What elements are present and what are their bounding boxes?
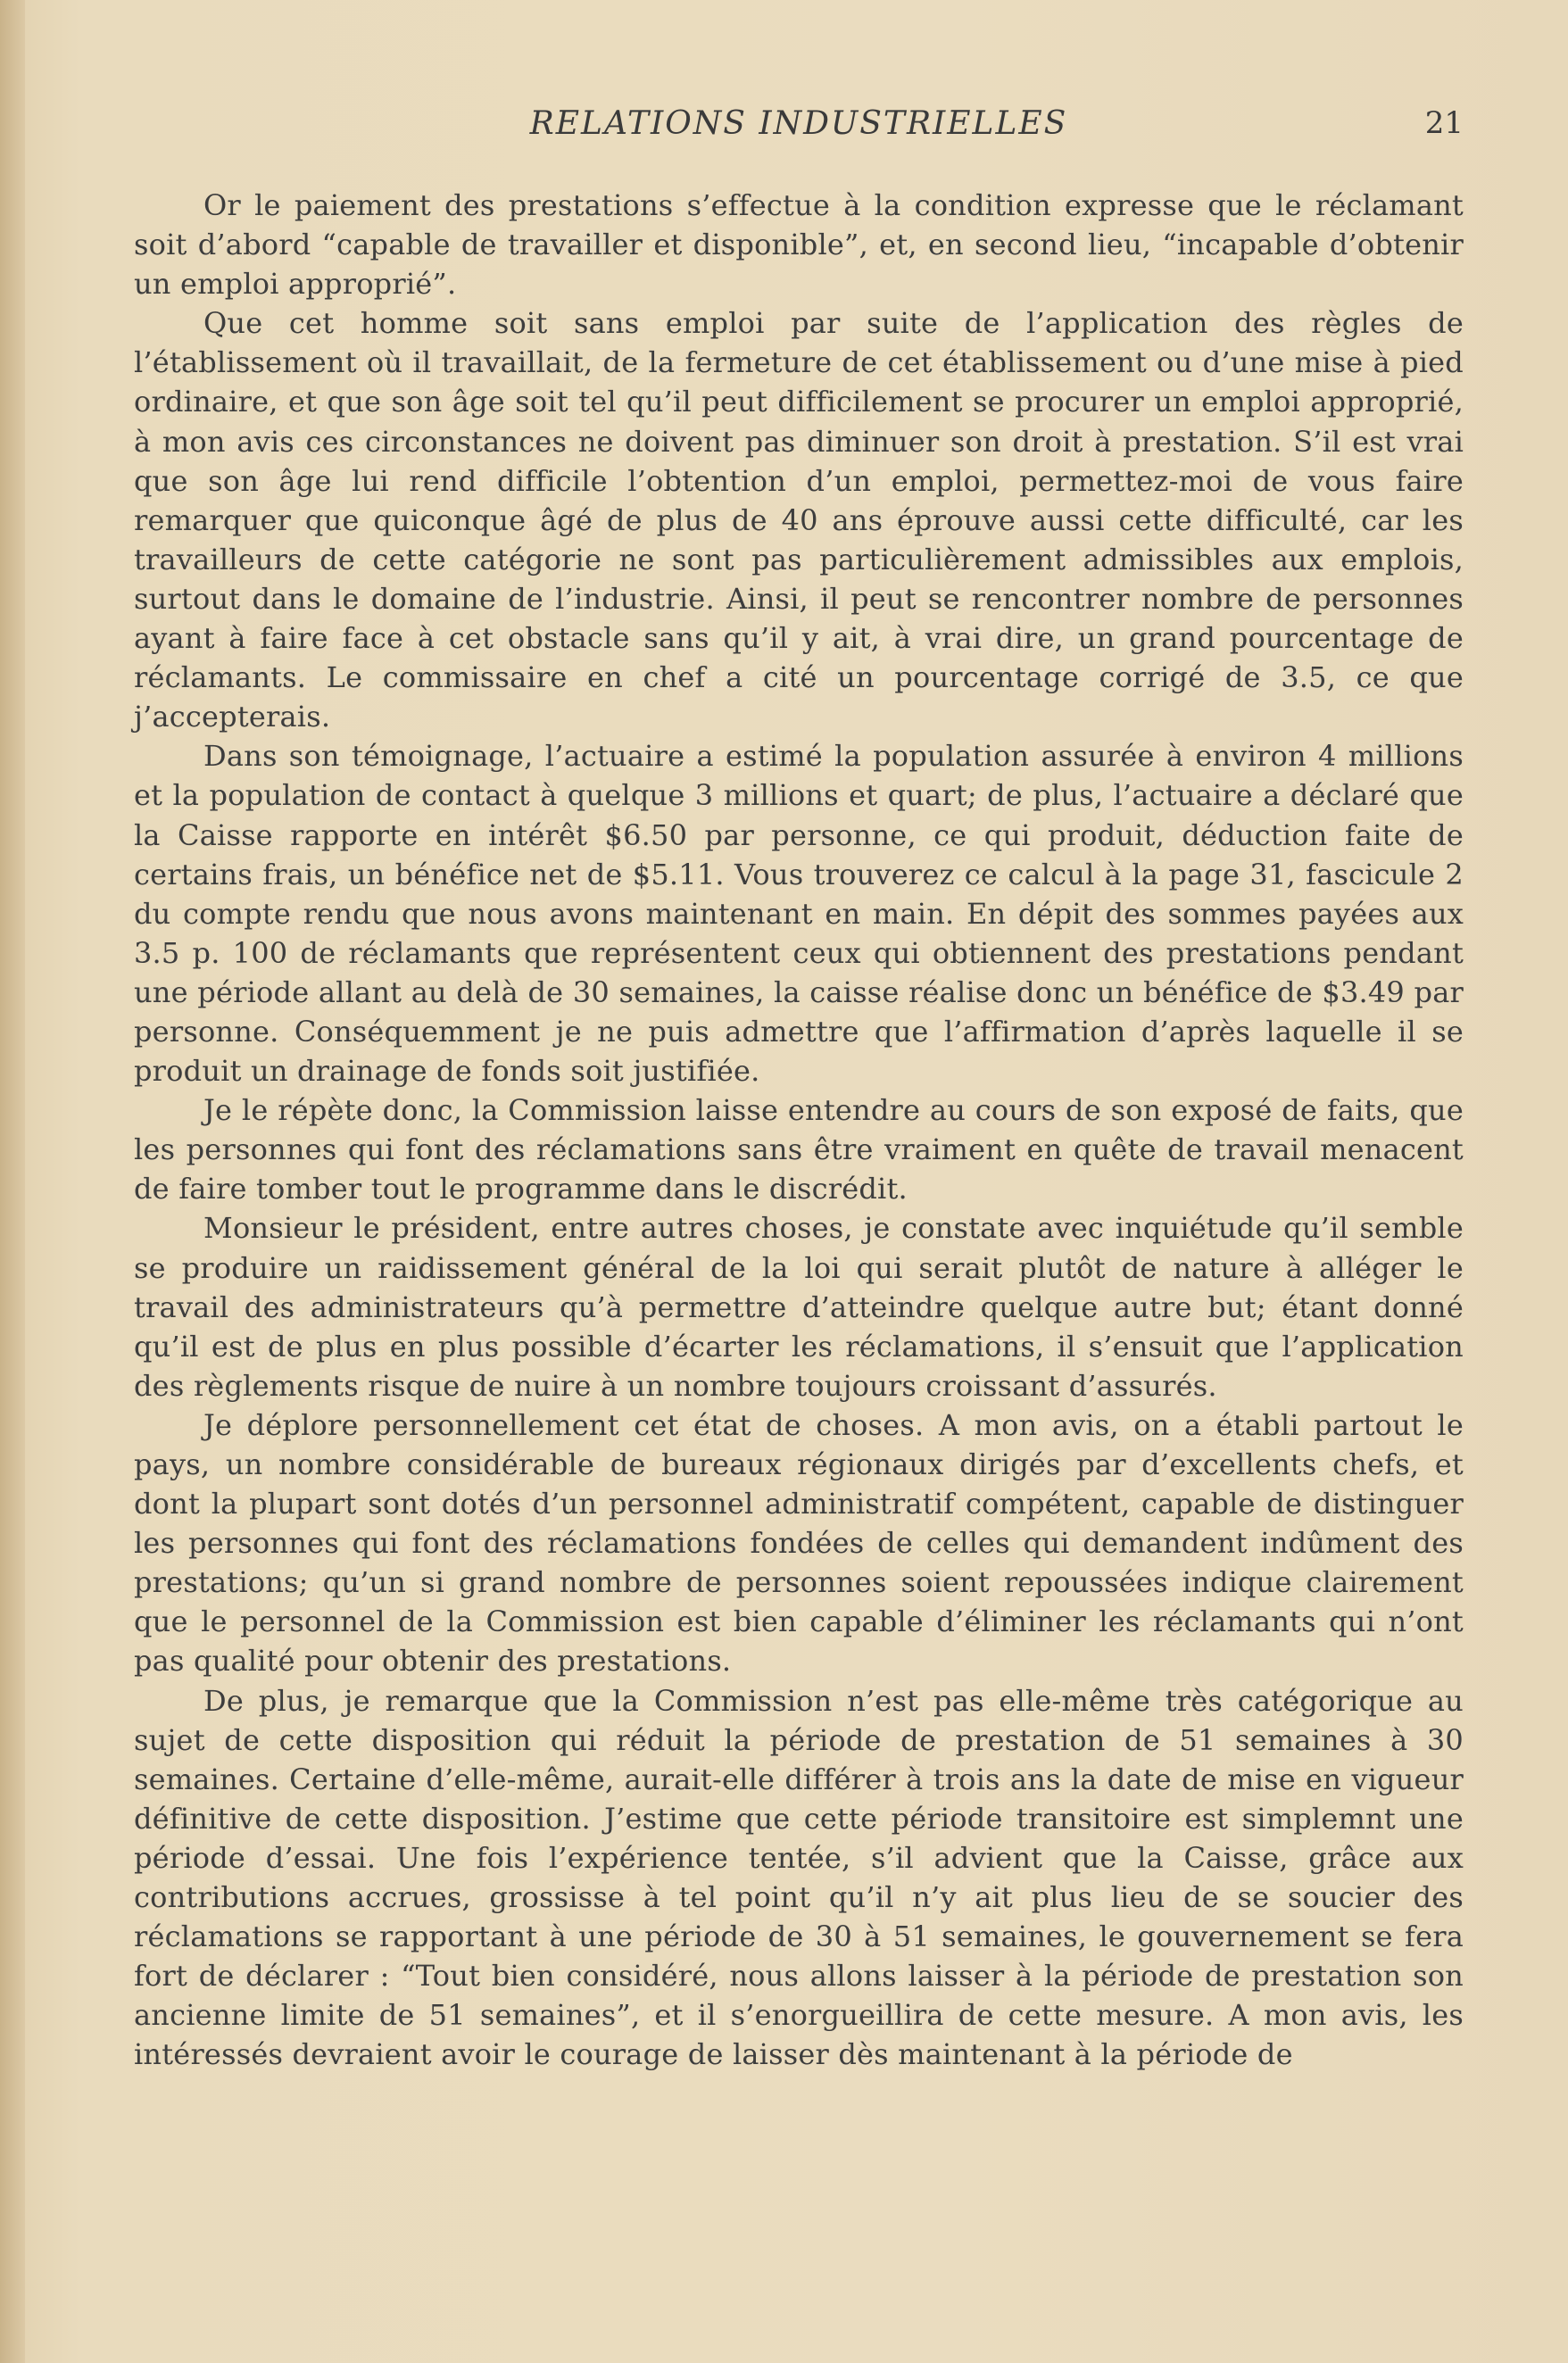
body-text — [134, 186, 1464, 2075]
running-title: RELATIONS INDUSTRIELLES — [529, 105, 1068, 142]
paragraph: Que cet homme soit sans emploi par suite de l’application des règles de l’établissement où il travaillait, de la fermeture de cet établissement ou d’une mise à pied ordinaire, et que son âge soit tel qu’il peut difficilement se procurer un emploi approprié, à mon avis ces circonstances ne doivent pas diminuer son droit à prestation. S’il est vrai que son âge lui rend difficile l’obtention d’un emploi, permettez-moi de vous faire remarquer que quiconque âgé de plus de 40 ans éprouve aussi cette difficulté, car les travailleurs de cette catégorie ne sont pas particulièrement admissibles aux emplois, surtout dans le domaine de l’industrie. Ainsi, il peut se rencontrer nombre de personnes ayant à faire face à cet obstacle sans qu’il y ait, à vrai dire, un grand pourcentage de réclamants. Le commissaire en chef a cité un pourcentage corrigé de 3.5, ce que j’accepterais. — [134, 306, 1464, 734]
paragraph: Je déplore personnellement cet état de choses. A mon avis, on a établi partout le pays, un nombre considérable de bureaux régionaux dirigés par d’excellents chefs, et dont la plupart sont dotés d’un personnel administratif compétent, capable de distinguer les personnes qui font des réclamations fondées de celles qui demandent indûment des prestations; qu’un si grand nombre de personnes soient repoussées indique clairement que le personnel de la Commission est bien capable d’éliminer les réclamants qui n’ont pas qualité pour obtenir des prestations. — [134, 1407, 1464, 1679]
paragraph: Or le paiement des prestations s’effectue à la condition expresse que le réclamant soit d’abord “capable de travailler et disponible”, et, en second lieu, “incapable d’obtenir un emploi approprié”. — [134, 188, 1464, 302]
running-header — [134, 105, 1464, 159]
paragraph: Dans son témoignage, l’actuaire a estimé la population assurée à environ 4 millions et la population de contact à quelque 3 millions et quart; de plus, l’actuaire a déclaré que la Caisse rapporte en intérêt $6.50 par personne, ce qui produit, déduction faite de certains frais, un bénéfice net de $5.11. Vous trouverez ce calcul à la page 31, fascicule 2 du compte rendu que nous avons maintenant en main. En dépit des sommes payées aux 3.5 p. 100 de réclamants que représentent ceux qui obtiennent des prestations pendant une période allant au delà de 30 semaines, la caisse réalise donc un bénéfice de $3.49 par personne. Conséquemment je ne puis admettre que l’affirmation d’après laquelle il se produit un drainage de fonds soit justifiée. — [134, 739, 1464, 1089]
paragraph: De plus, je remarque que la Commission n’est pas elle-même très catégorique au sujet de cette disposition qui réduit la période de prestation de 51 semaines à 30 semaines. Certaine d’elle-même, aurait-elle différer à trois ans la date de mise en vigueur définitive de cette disposition. J’estime que cette période transitoire est simplemnt une période d’essai. Une fois l’expérience tentée, s’il advient que la Caisse, grâce aux contributions accrues, grossisse à tel point qu’il n’y ait plus lieu de se soucier des réclamations se rapportant à une période de 30 à 51 semaines, le gouvernement se fera fort de déclarer : “Tout bien considéré, nous allons laisser à la période de prestation son ancienne limite de 51 semaines”, et il s’enorgueillira de cette mesure. A mon avis, les intéressés devraient avoir le courage de laisser dès maintenant à la période de — [134, 1683, 1464, 2072]
page-number: 21 — [1424, 105, 1464, 141]
paragraph: Monsieur le président, entre autres choses, je constate avec inquiétude qu’il semble se produire un raidissement général de la loi qui serait plutôt de nature à alléger le travail des administrateurs qu’à permettre d’atteindre quelque autre but; étant donné qu’il est de plus en plus possible d’écarter les réclamations, il s’ensuit que l’application des règlements risque de nuire à un nombre toujours croissant d’assurés. — [134, 1211, 1464, 1403]
page-binding-edge — [0, 0, 25, 2363]
paragraph: Je le répète donc, la Commission laisse entendre au cours de son exposé de faits, que les personnes qui font des réclamations sans être vraiment en quête de travail menacent de faire tomber tout le programme dans le discrédit. — [134, 1093, 1464, 1206]
